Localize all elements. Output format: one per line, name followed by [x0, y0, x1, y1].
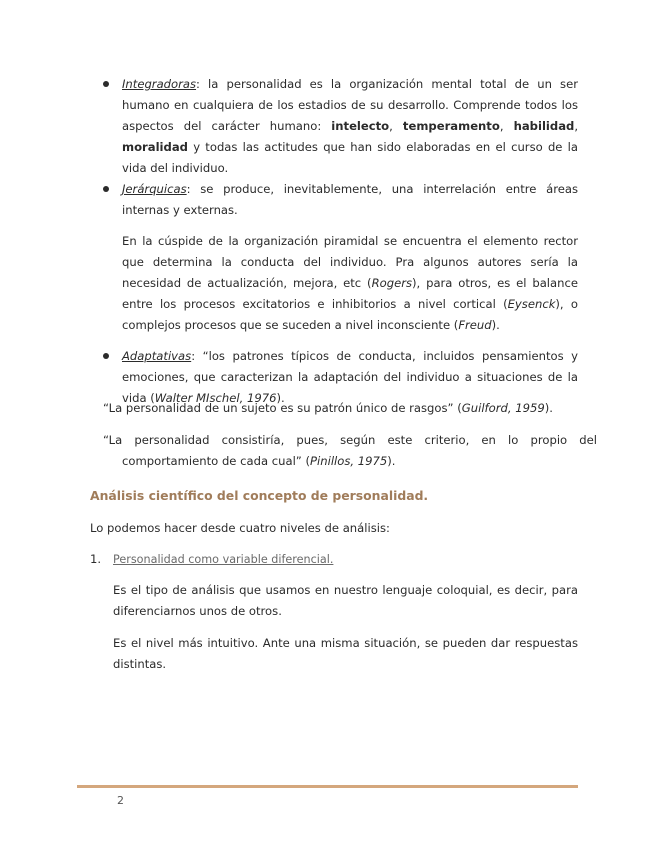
paragraph-intuitivo: Es el nivel más intuitivo. Ante una misma situación, se pueden dar respuestas distintas. — [113, 636, 578, 671]
bullet-dot-icon — [103, 186, 109, 192]
list-number: 1. — [90, 552, 102, 566]
intro-text: Lo podemos hacer desde cuatro niveles de análisis: — [90, 521, 390, 535]
term-adaptativas: Adaptativas — [122, 349, 192, 363]
paragraph-coloquial: Es el tipo de análisis que usamos en nuestro lenguaje coloquial, es decir, para diferenciarnos unos de otros. — [113, 583, 578, 618]
bullet-dot-icon — [103, 353, 109, 359]
page-number: 2 — [117, 794, 124, 807]
term-jerarquicas: Jerárquicas — [122, 182, 187, 196]
bullet-dot-icon — [103, 81, 109, 87]
section-heading: Análisis científico del concepto de personalidad. — [90, 488, 429, 503]
quote-pinillos: “La personalidad consistiría, pues, según este criterio, en lo propio del comportamiento de cada cual” (Pinillos, 1975). — [103, 433, 597, 468]
numbered-item-1 — [90, 549, 580, 570]
bullet-jerarquicas: Jerárquicas: se produce, inevitablemente, una interrelación entre áreas internas y externas. — [103, 179, 578, 221]
quote-guilford: “La personalidad de un sujeto es su patrón único de rasgos” (Guilford, 1959). — [103, 401, 553, 415]
term-integradoras: Integradoras — [122, 77, 197, 91]
bullet-adaptativas: Adaptativas: “los patrones típicos de conducta, incluidos pensamientos y emociones, que caracterizan la adaptación del individuo a situaciones de la vida (Walter MIschel, 1976). — [103, 346, 578, 409]
cuspide-paragraph: En la cúspide de la organización piramidal se encuentra el elemento rector que determina la conducta del individuo. Pra algunos autores sería la necesidad de actualización, mejora, etc (Rogers), para otros, es el balance entre los procesos excitatorios e inhibitorios a nivel cortical (Eysenck), o complejos procesos que se suceden a nivel inconsciente (Freud). — [122, 234, 578, 332]
bullet-integradoras: Integradoras: la personalidad es la organización mental total de un ser humano en cualquiera de los estadios de su desarrollo. Comprende todos los aspectos del carácter humano: intelecto, temperamento, habilidad, moralidad y todas las actitudes que han sido elaboradas en el curso de la vida del individuo. — [103, 74, 578, 179]
bullet-list — [103, 74, 578, 409]
footer-rule — [77, 785, 578, 788]
numbered-item-label: Personalidad como variable diferencial. — [113, 553, 334, 566]
